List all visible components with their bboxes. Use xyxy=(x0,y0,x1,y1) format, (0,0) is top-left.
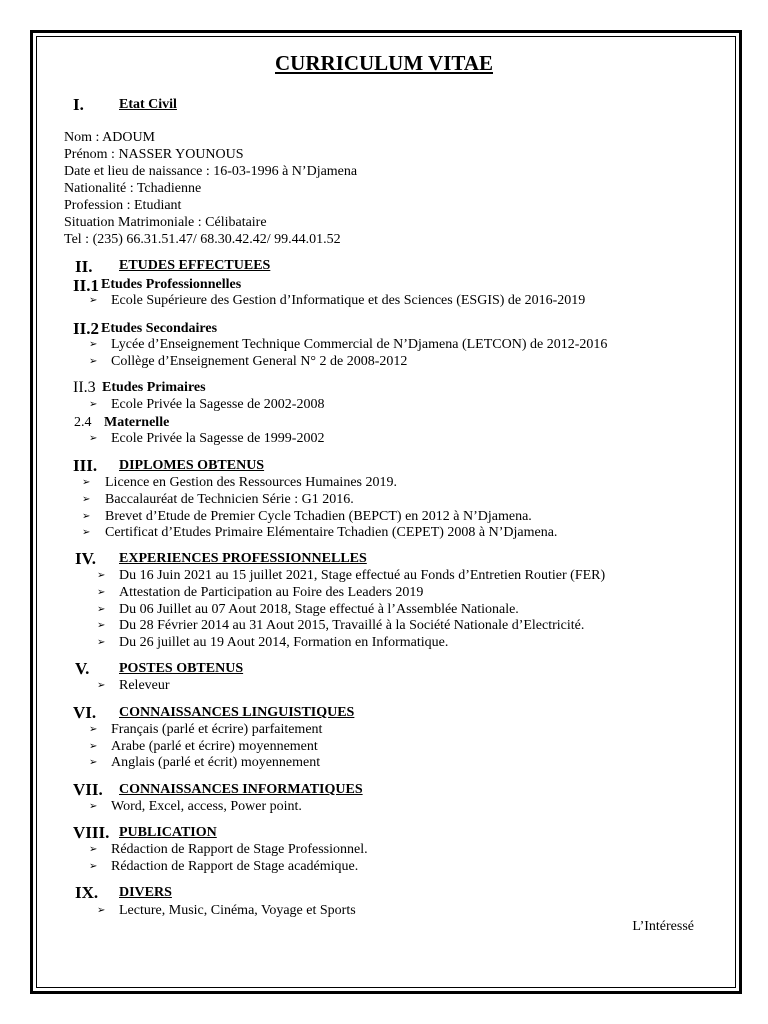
bullet-arrow-icon: ➢ xyxy=(89,861,98,872)
bullet-arrow-icon: ➢ xyxy=(89,295,98,306)
signature-line: L’Intéressé xyxy=(632,919,694,934)
list-item-experience: Du 28 Février 2014 au 31 Aout 2015, Travaillé à la Société Nationale d’Electricité. xyxy=(119,618,585,633)
list-item-maternelle: Ecole Privée la Sagesse de 1999-2002 xyxy=(111,431,325,446)
section-heading-publication: PUBLICATION xyxy=(119,825,217,840)
section-heading-experiences: EXPERIENCES PROFESSIONNELLES xyxy=(119,551,367,566)
section-numeral-publication: VIII. xyxy=(73,823,110,842)
etat-civil-prenom: Prénom : NASSER YOUNOUS xyxy=(64,147,244,162)
subsection-number-professionnelles: II.1 xyxy=(73,276,99,295)
section-numeral-informatique: VII. xyxy=(73,780,103,799)
list-item-diplome: Licence en Gestion des Ressources Humaines 2019. xyxy=(105,475,397,490)
section-numeral-postes: V. xyxy=(75,659,90,678)
bullet-arrow-icon: ➢ xyxy=(89,801,98,812)
section-numeral-divers: IX. xyxy=(75,883,99,902)
list-item-publication: Rédaction de Rapport de Stage Professionnel. xyxy=(111,842,368,857)
list-item-langue: Arabe (parlé et écrire) moyennement xyxy=(111,739,318,754)
etat-civil-situation: Situation Matrimoniale : Célibataire xyxy=(64,215,267,230)
subsection-number-primaires: II.3 xyxy=(73,379,96,396)
list-item-poste: Releveur xyxy=(119,678,170,693)
bullet-arrow-icon: ➢ xyxy=(89,741,98,752)
subsection-label-maternelle: Maternelle xyxy=(104,415,170,430)
list-item-diplome: Brevet d’Etude de Premier Cycle Tchadien (BEPCT) en 2012 à N’Djamena. xyxy=(105,509,532,524)
subsection-label-primaires: Etudes Primaires xyxy=(102,380,206,395)
etat-civil-nom: Nom : ADOUM xyxy=(64,130,156,145)
list-item-etude-professionnelle: Ecole Supérieure des Gestion d’Informatique et des Sciences (ESGIS) de 2016-2019 xyxy=(111,293,586,308)
section-heading-etudes: ETUDES EFFECTUEES xyxy=(119,258,271,273)
list-item-diplome: Baccalauréat de Technicien Série : G1 2016. xyxy=(105,492,354,507)
list-item-divers: Lecture, Music, Cinéma, Voyage et Sports xyxy=(119,903,356,918)
bullet-arrow-icon: ➢ xyxy=(97,604,106,615)
bullet-arrow-icon: ➢ xyxy=(97,905,106,916)
list-item-langue: Anglais (parlé et écrit) moyennement xyxy=(111,755,321,770)
bullet-arrow-icon: ➢ xyxy=(82,527,91,538)
list-item-experience: Du 16 Juin 2021 au 15 juillet 2021, Stage effectué au Fonds d’Entretien Routier (FER) xyxy=(119,568,606,583)
section-numeral-etat-civil: I. xyxy=(73,95,84,114)
list-item-informatique: Word, Excel, access, Power point. xyxy=(111,799,302,814)
bullet-arrow-icon: ➢ xyxy=(89,844,98,855)
bullet-arrow-icon: ➢ xyxy=(89,433,98,444)
list-item-experience: Du 06 Juillet au 07 Aout 2018, Stage effectué à l’Assemblée Nationale. xyxy=(119,602,519,617)
bullet-arrow-icon: ➢ xyxy=(97,587,106,598)
bullet-arrow-icon: ➢ xyxy=(82,477,91,488)
section-numeral-diplomes: III. xyxy=(73,456,98,475)
bullet-arrow-icon: ➢ xyxy=(89,356,98,367)
section-numeral-experiences: IV. xyxy=(75,549,96,568)
section-numeral-langues: VI. xyxy=(73,703,97,722)
section-heading-divers: DIVERS xyxy=(119,885,172,900)
subsection-number-secondaires: II.2 xyxy=(73,319,99,338)
list-item-publication: Rédaction de Rapport de Stage académique. xyxy=(111,859,359,874)
bullet-arrow-icon: ➢ xyxy=(97,570,106,581)
list-item-etude-secondaire: Collège d’Enseignement General N° 2 de 2008-2012 xyxy=(111,354,408,369)
list-item-etude-primaire: Ecole Privée la Sagesse de 2002-2008 xyxy=(111,397,325,412)
section-heading-informatique: CONNAISSANCES INFORMATIQUES xyxy=(119,782,363,797)
section-heading-postes: POSTES OBTENUS xyxy=(119,661,244,676)
bullet-arrow-icon: ➢ xyxy=(89,399,98,410)
bullet-arrow-icon: ➢ xyxy=(89,724,98,735)
subsection-label-professionnelles: Etudes Professionnelles xyxy=(101,277,242,292)
list-item-etude-secondaire: Lycée d’Enseignement Technique Commercial de N’Djamena (LETCON) de 2012-2016 xyxy=(111,337,608,352)
list-item-langue: Français (parlé et écrire) parfaitement xyxy=(111,722,323,737)
bullet-arrow-icon: ➢ xyxy=(97,620,106,631)
bullet-arrow-icon: ➢ xyxy=(89,339,98,350)
etat-civil-profession: Profession : Etudiant xyxy=(64,198,182,213)
bullet-arrow-icon: ➢ xyxy=(97,680,106,691)
document-title: CURRICULUM VITAE xyxy=(275,51,493,75)
list-item-diplome: Certificat d’Etudes Primaire Elémentaire Tchadien (CEPET) 2008 à N’Djamena. xyxy=(105,525,558,540)
list-item-experience: Du 26 juillet au 19 Aout 2014, Formation en Informatique. xyxy=(119,635,449,650)
subsection-label-secondaires: Etudes Secondaires xyxy=(101,321,218,336)
section-heading-diplomes: DIPLOMES OBTENUS xyxy=(119,458,265,473)
bullet-arrow-icon: ➢ xyxy=(82,494,91,505)
list-item-experience: Attestation de Participation au Foire des Leaders 2019 xyxy=(119,585,424,600)
subsection-number-maternelle: 2.4 xyxy=(74,415,92,430)
bullet-arrow-icon: ➢ xyxy=(82,511,91,522)
etat-civil-naissance: Date et lieu de naissance : 16-03-1996 à N’Djamena xyxy=(64,164,358,179)
etat-civil-nationalite: Nationalité : Tchadienne xyxy=(64,181,202,196)
section-heading-langues: CONNAISSANCES LINGUISTIQUES xyxy=(119,705,355,720)
section-heading-etat-civil: Etat Civil xyxy=(119,97,177,112)
section-numeral-etudes: II. xyxy=(75,257,93,276)
bullet-arrow-icon: ➢ xyxy=(97,637,106,648)
etat-civil-telephone: Tel : (235) 66.31.51.47/ 68.30.42.42/ 99.44.01.52 xyxy=(64,232,341,247)
bullet-arrow-icon: ➢ xyxy=(89,757,98,768)
